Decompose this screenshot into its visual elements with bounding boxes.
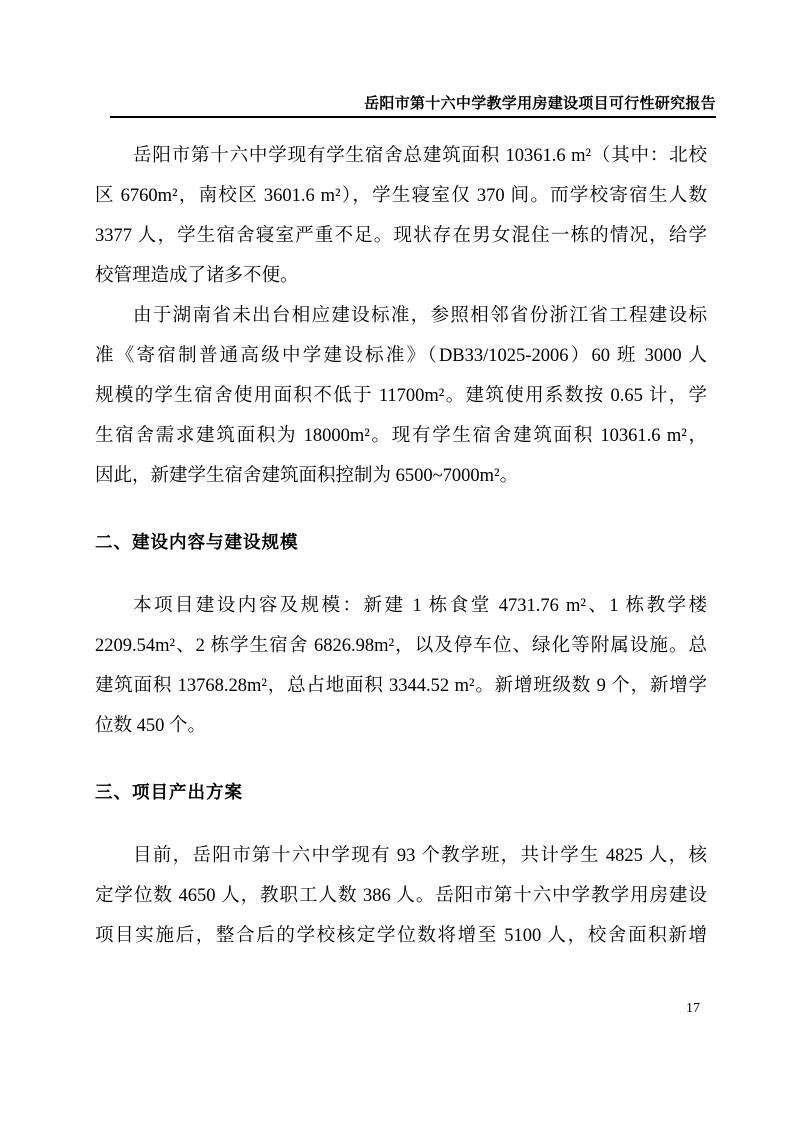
p4-line-3: 项目实施后，整合后的学校核定学位数将增至 5100 人，校舍面积新增 — [95, 926, 707, 946]
p1-line-1: 岳阳市第十六中学现有学生宿舍总建筑面积 10361.6 m²（其中：北校 — [133, 146, 707, 166]
p4-line-2: 定学位数 4650 人，教职工人数 386 人。岳阳市第十六中学教学用房建设 — [95, 886, 707, 906]
p1-line-3: 3377 人，学生宿舍寝室严重不足。现状存在男女混住一栋的情况，给学 — [95, 226, 707, 246]
p2-line-5: 因此，新建学生宿舍建筑面积控制为 6500~7000m²。 — [95, 466, 519, 486]
page-number: 17 — [686, 1001, 700, 1016]
p2-line-3: 规模的学生宿舍使用面积不低于 11700m²。建筑使用系数按 0.65 计，学 — [95, 386, 707, 406]
p2-line-1: 由于湖南省未出台相应建设标准，参照相邻省份浙江省工程建设标 — [133, 306, 707, 326]
section-heading-2: 二、建设内容与建设规模 — [95, 532, 299, 552]
p3-line-3: 建筑面积 13768.28m²，总占地面积 3344.52 m²。新增班级数 9 个，新增学 — [95, 676, 707, 696]
section-heading-3: 三、项目产出方案 — [95, 782, 243, 802]
p1-line-4: 校管理造成了诸多不便。 — [95, 266, 299, 286]
p2-line-4: 生宿舍需求建筑面积为 18000m²。现有学生宿舍建筑面积 10361.6 m²， — [95, 426, 707, 446]
p2-line-2: 准《寄宿制普通高级中学建设标准》（DB33/1025-2006）60 班 3000 人 — [95, 346, 707, 366]
document-body — [95, 136, 707, 956]
p4-line-1: 目前，岳阳市第十六中学现有 93 个教学班，共计学生 4825 人，核 — [133, 846, 707, 866]
p1-line-2: 区 6760m²，南校区 3601.6 m²），学生寝室仅 370 间。而学校寄宿生人数 — [95, 186, 707, 206]
p3-line-1: 本项目建设内容及规模：新建 1 栋食堂 4731.76 m²、1 栋教学楼 — [133, 596, 707, 616]
header-title: 岳阳市第十六中学教学用房建设项目可行性研究报告 — [364, 96, 716, 112]
p3-line-2: 2209.54m²、2 栋学生宿舍 6826.98m²，以及停车位、绿化等附属设施。总 — [95, 636, 707, 656]
page-header — [110, 93, 716, 118]
p3-line-4: 位数 450 个。 — [95, 716, 207, 736]
